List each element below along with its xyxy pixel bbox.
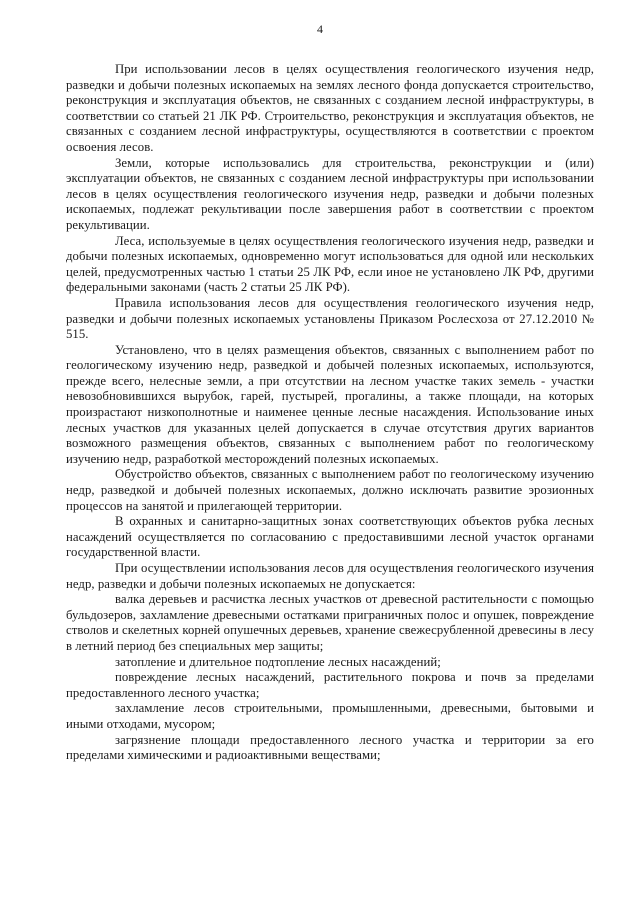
paragraph: При использовании лесов в целях осуществления геологического изучения недр, разведки и добычи полезных ископаемых на землях лесного фонда допускается строительство, реконструкция и эксплуатация объектов, не связанных с созданием лесной инфраструктуры, в соответствии со статьей 21 ЛК РФ. Строительство, реконструкция и эксплуатация объектов, не связанных с созданием лесной инфраструктуры, осуществляются в соответствии с проектом освоения лесов. [66,62,594,154]
list-item: загрязнение площади предоставленного лесного участка и территории за его пределами химическими и радиоактивными веществами; [66,732,594,763]
paragraph: Установлено, что в целях размещения объектов, связанных с выполнением работ по геологическому изучению недр, разведкой и добычей полезных ископаемых, используются, прежде всего, нелесные земли, а при отсутствии на лесном участке таких земель - участки невозобновившихся вырубок, гарей, пустырей, прогалины, а также площади, на которых произрастают низкополнотные и наименее ценные лесные насаждения. Использование иных лесных участков для указанных целей допускается в случае отсутствия других вариантов возможного размещения объектов, связанных с выполнением работ по геологическому изучению недр, разработкой месторождений полезных ископаемых. [66,342,594,466]
page-number: 4 [317,22,323,36]
list-item: повреждение лесных насаждений, растительного покрова и почв за пределами предоставленного лесного участка; [66,670,594,700]
paragraph: Правила использования лесов для осуществления геологического изучения недр, разведки и добычи полезных ископаемых установлены Приказом Рослесхоза от 27.12.2010 № 515. [66,295,594,342]
paragraph: Леса, используемые в целях осуществления геологического изучения недр, разведки и добычи полезных ископаемых, одновременно могут использоваться для одной или нескольких целей, предусмотренных частью 1 статьи 25 ЛК РФ, если иное не установлено ЛК РФ, другими федеральными законами (часть 2 статьи 25 ЛК РФ). [66,233,594,295]
document-body [66,62,594,764]
list-item: затопление и длительное подтопление лесных насаждений; [115,654,441,669]
paragraph: При осуществлении использования лесов для осуществления геологического изучения недр, разведки и добычи полезных ископаемых не допускается: [66,561,594,591]
list-item: захламление лесов строительными, промышленными, древесными, бытовыми и иными отходами, мусором; [66,701,594,731]
paragraph: Обустройство объектов, связанных с выполнением работ по геологическому изучению недр, разведкой и добычей полезных ископаемых, должно исключать развитие эрозионных процессов на занятой и прилегающей территории. [66,467,594,513]
paragraph: Земли, которые использовались для строительства, реконструкции и (или) эксплуатации объектов, не связанных с созданием лесной инфраструктуры при использовании лесов в целях осуществления геологического изучения недр, разведки и добычи полезных ископаемых, подлежат рекультивации после завершения работ в соответствии с проектом рекультивации. [66,155,594,232]
paragraph: В охранных и санитарно-защитных зонах соответствующих объектов рубка лесных насаждений осуществляется по согласованию с предоставившими лесной участок органами государственной власти. [66,514,594,560]
list-item: валка деревьев и расчистка лесных участков от древесной растительности с помощью бульдозеров, захламление древесными остатками приграничных полос и опушек, повреждение стволов и скелетных корней опушечных деревьев, хранение свежесрубленной древесины в лесу в летний период без специальных мер защиты; [66,592,594,653]
